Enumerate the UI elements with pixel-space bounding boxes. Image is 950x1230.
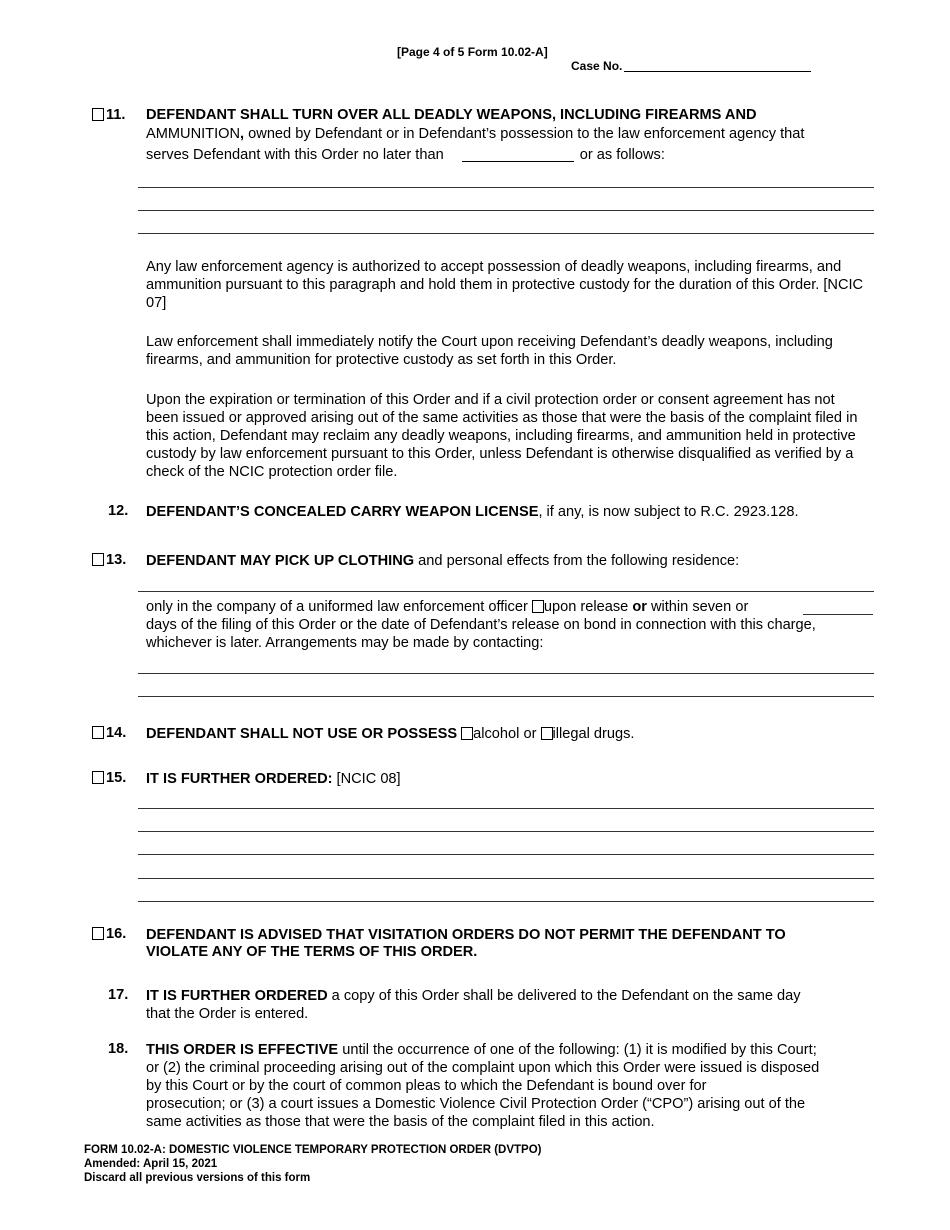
item15-checkbox[interactable] [92, 771, 104, 784]
item13-line2: days of the filing of this Order or the date of Defendant’s release on bond in connection with this charge, [146, 617, 816, 633]
item14-text: DEFENDANT SHALL NOT USE OR POSSESS alcohol or illegal drugs. [146, 726, 635, 742]
turnover-date-field[interactable] [462, 147, 574, 162]
item11-paragraph-2: Law enforcement shall immediately notify the Court upon receiving Defendant’s deadly weapons, including firearms, and ammunition for protective custody as set forth in this Order. [146, 334, 833, 368]
case-number-field[interactable] [624, 71, 811, 72]
further-order-line-2[interactable] [138, 831, 874, 832]
item16-line2: VIOLATE ANY OF THE TERMS OF THIS ORDER. [146, 944, 478, 960]
item18-line3: by this Court or by the court of common pleas to which the Defendant is bound over for [146, 1078, 707, 1094]
item18-line4: prosecution; or (3) a court issues a Domestic Violence Civil Protection Order (“CPO”) arising out of the [146, 1096, 806, 1112]
item15-number: 15. [106, 770, 127, 786]
form-footer [84, 1143, 541, 1185]
item13-checkbox[interactable] [92, 553, 104, 566]
item13-line3: whichever is later. Arrangements may be made by contacting: [146, 635, 544, 651]
item11-blank-line-1[interactable] [138, 187, 874, 188]
discard-notice: Discard all previous versions of this form [84, 1172, 311, 1184]
upon-release-checkbox[interactable] [532, 600, 544, 613]
further-order-line-3[interactable] [138, 854, 874, 855]
item11-blank-line-2[interactable] [138, 210, 874, 211]
item15-text: IT IS FURTHER ORDERED: [NCIC 08] [146, 771, 401, 787]
item11-checkbox[interactable] [92, 108, 104, 121]
form-title: FORM 10.02-A: DOMESTIC VIOLENCE TEMPORARY PROTECTION ORDER (DVTPO) [84, 1144, 542, 1156]
item12-number: 12. [108, 503, 129, 519]
item16-checkbox[interactable] [92, 927, 104, 940]
item13-line1: only in the company of a uniformed law enforcement officer upon release or within seven or [146, 599, 749, 615]
item11-paragraph-1: Any law enforcement agency is authorized to accept possession of deadly weapons, including firearms, and ammunition pursuant to this paragraph and hold them in protective custody for the duration of this Order. [NCIC 07] [146, 259, 864, 311]
contact-line-2[interactable] [138, 696, 874, 697]
item11-heading: DEFENDANT SHALL TURN OVER ALL DEADLY WEAPONS, INCLUDING FIREARMS AND [146, 107, 757, 123]
contact-line-1[interactable] [138, 673, 874, 674]
item16-number: 16. [106, 926, 127, 942]
page-label: [Page 4 of 5 Form 10.02-A] [397, 45, 548, 59]
item16-line1: DEFENDANT IS ADVISED THAT VISITATION ORDERS DO NOT PERMIT THE DEFENDANT TO [146, 927, 786, 943]
days-count-field[interactable] [803, 614, 873, 615]
item18-number: 18. [108, 1041, 129, 1057]
illegal-drugs-checkbox[interactable] [541, 727, 553, 740]
item13-number: 13. [106, 552, 127, 568]
item11-line2: AMMUNITION, owned by Defendant or in Defendant’s possession to the law enforcement agency that [146, 126, 805, 142]
item11-paragraph-3: Upon the expiration or termination of this Order and if a civil protection order or consent agreement has not been issued or approved arising out of the same activities as those that were the basis of the complaint filed in this action, Defendant may reclaim any deadly weapons, including firearms, and ammunition held in protective custody by law enforcement pursuant to this Order, unless Defendant is otherwise disqualified as verified by a check of the NCIC protection order file. [146, 392, 858, 480]
item14-checkbox[interactable] [92, 726, 104, 739]
item14-number: 14. [106, 725, 127, 741]
item18-line2: or (2) the criminal proceeding arising out of the complaint upon which this Order were issued is disposed [146, 1060, 820, 1076]
amended-date: Amended: April 15, 2021 [84, 1158, 218, 1170]
case-number-label: Case No. [571, 59, 623, 73]
item11-blank-line-3[interactable] [138, 233, 874, 234]
item17-line1: IT IS FURTHER ORDERED a copy of this Order shall be delivered to the Defendant on the same day [146, 988, 801, 1004]
item11-number: 11. [106, 107, 126, 123]
further-order-line-5[interactable] [138, 901, 874, 902]
item18-line5: same activities as those that were the basis of the complaint filed in this action. [146, 1114, 655, 1130]
item11-line3: serves Defendant with this Order no later than or as follows: [146, 147, 665, 163]
residence-address-line[interactable] [138, 591, 874, 592]
item13-text: DEFENDANT MAY PICK UP CLOTHING and personal effects from the following residence: [146, 553, 740, 569]
alcohol-checkbox[interactable] [461, 727, 473, 740]
further-order-line-1[interactable] [138, 808, 874, 809]
further-order-line-4[interactable] [138, 878, 874, 879]
item18-line1: THIS ORDER IS EFFECTIVE until the occurrence of one of the following: (1) it is modified by this Court; [146, 1042, 817, 1058]
item17-number: 17. [108, 987, 129, 1003]
item17-line2: that the Order is entered. [146, 1006, 309, 1022]
item12-text: DEFENDANT’S CONCEALED CARRY WEAPON LICENSE, if any, is now subject to R.C. 2923.128. [146, 504, 799, 520]
